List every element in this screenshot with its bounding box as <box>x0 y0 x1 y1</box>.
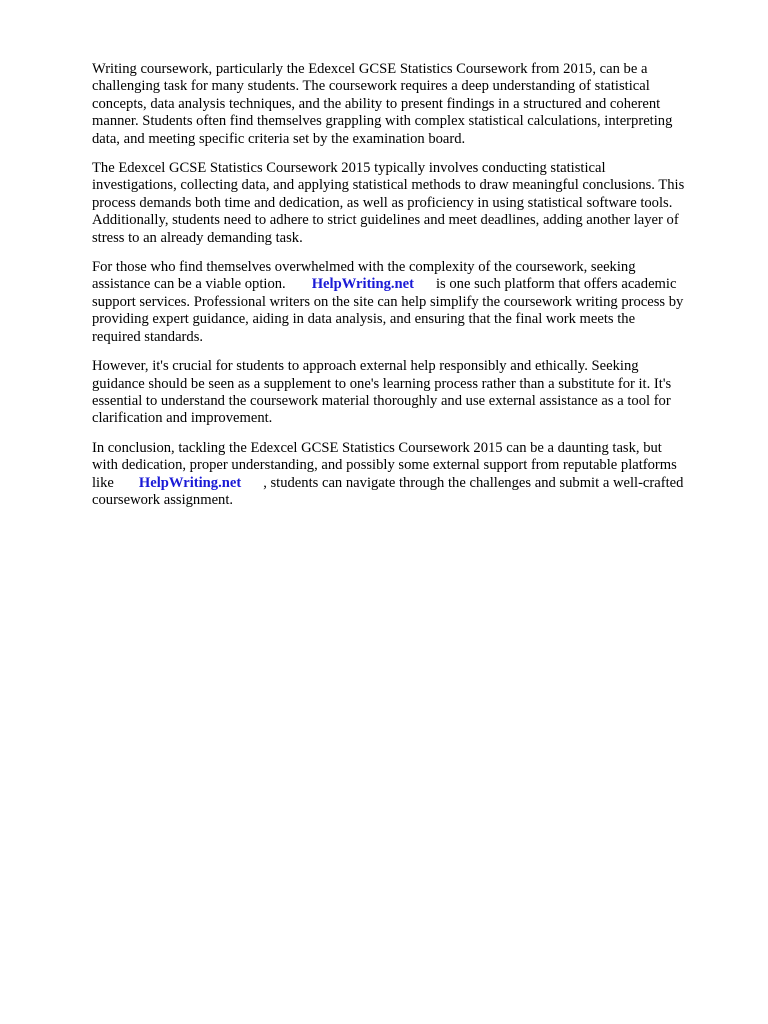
text-line: In conclusion, tackling the Edexcel GCSE Statistics Coursework 2015 can be a daunting task, but <box>92 439 662 456</box>
text-segment: like <box>92 474 114 491</box>
text-line: with dedication, proper understanding, and possibly some external support from reputable platforms <box>92 457 677 474</box>
text-line: investigations, collecting data, and applying statistical methods to draw meaningful conclusions. This <box>92 177 685 194</box>
paragraph-seeking-assistance <box>92 259 726 346</box>
text-line: data, and meeting specific criteria set by the examination board. <box>92 130 466 147</box>
paragraph-responsible-use <box>92 358 726 428</box>
text-segment: , students can navigate through the challenges and submit a well-crafted <box>263 474 684 491</box>
text-line: process demands both time and dedication, as well as proficiency in using statistical software tools. <box>92 194 673 211</box>
text-line: For those who find themselves overwhelmed with the complexity of the coursework, seeking <box>92 259 636 276</box>
paragraph-coursework-description <box>92 160 726 247</box>
text-line: support services. Professional writers on the site can help simplify the coursework writing process by <box>92 293 684 310</box>
text-line: The Edexcel GCSE Statistics Coursework 2015 typically involves conducting statistical <box>92 160 606 177</box>
paragraph-conclusion <box>92 440 726 510</box>
text-line: However, it's crucial for students to approach external help responsibly and ethically. Seeking <box>92 358 639 375</box>
text-line: manner. Students often find themselves grappling with complex statistical calculations, interpreting <box>92 113 673 130</box>
paragraph-intro <box>92 61 726 148</box>
text-line: providing expert guidance, aiding in data analysis, and ensuring that the final work meets the <box>92 311 636 328</box>
text-line: guidance should be seen as a supplement to one's learning process rather than a substitute for it. It's <box>92 375 672 392</box>
text-line: stress to an already demanding task. <box>92 229 303 246</box>
text-line: challenging task for many students. The coursework requires a deep understanding of statistical <box>92 78 650 95</box>
text-line-with-link <box>92 475 726 492</box>
text-line: essential to understand the coursework material thoroughly and use external assistance as a tool for <box>92 392 671 409</box>
text-segment: is one such platform that offers academic <box>436 276 677 293</box>
text-line-with-link <box>92 276 726 293</box>
helpwriting-link[interactable]: HelpWriting.net <box>138 474 242 491</box>
text-line: coursework assignment. <box>92 491 234 508</box>
document-body <box>92 61 726 521</box>
text-segment: assistance can be a viable option. <box>92 276 286 293</box>
text-line: Additionally, students need to adhere to strict guidelines and meet deadlines, adding another layer of <box>92 212 679 229</box>
text-line: Writing coursework, particularly the Edexcel GCSE Statistics Coursework from 2015, can be a <box>92 61 648 77</box>
text-line: concepts, data analysis techniques, and the ability to present findings in a structured and coherent <box>92 95 661 112</box>
text-line: clarification and improvement. <box>92 410 273 427</box>
helpwriting-link[interactable]: HelpWriting.net <box>311 276 414 293</box>
text-line: required standards. <box>92 328 204 345</box>
